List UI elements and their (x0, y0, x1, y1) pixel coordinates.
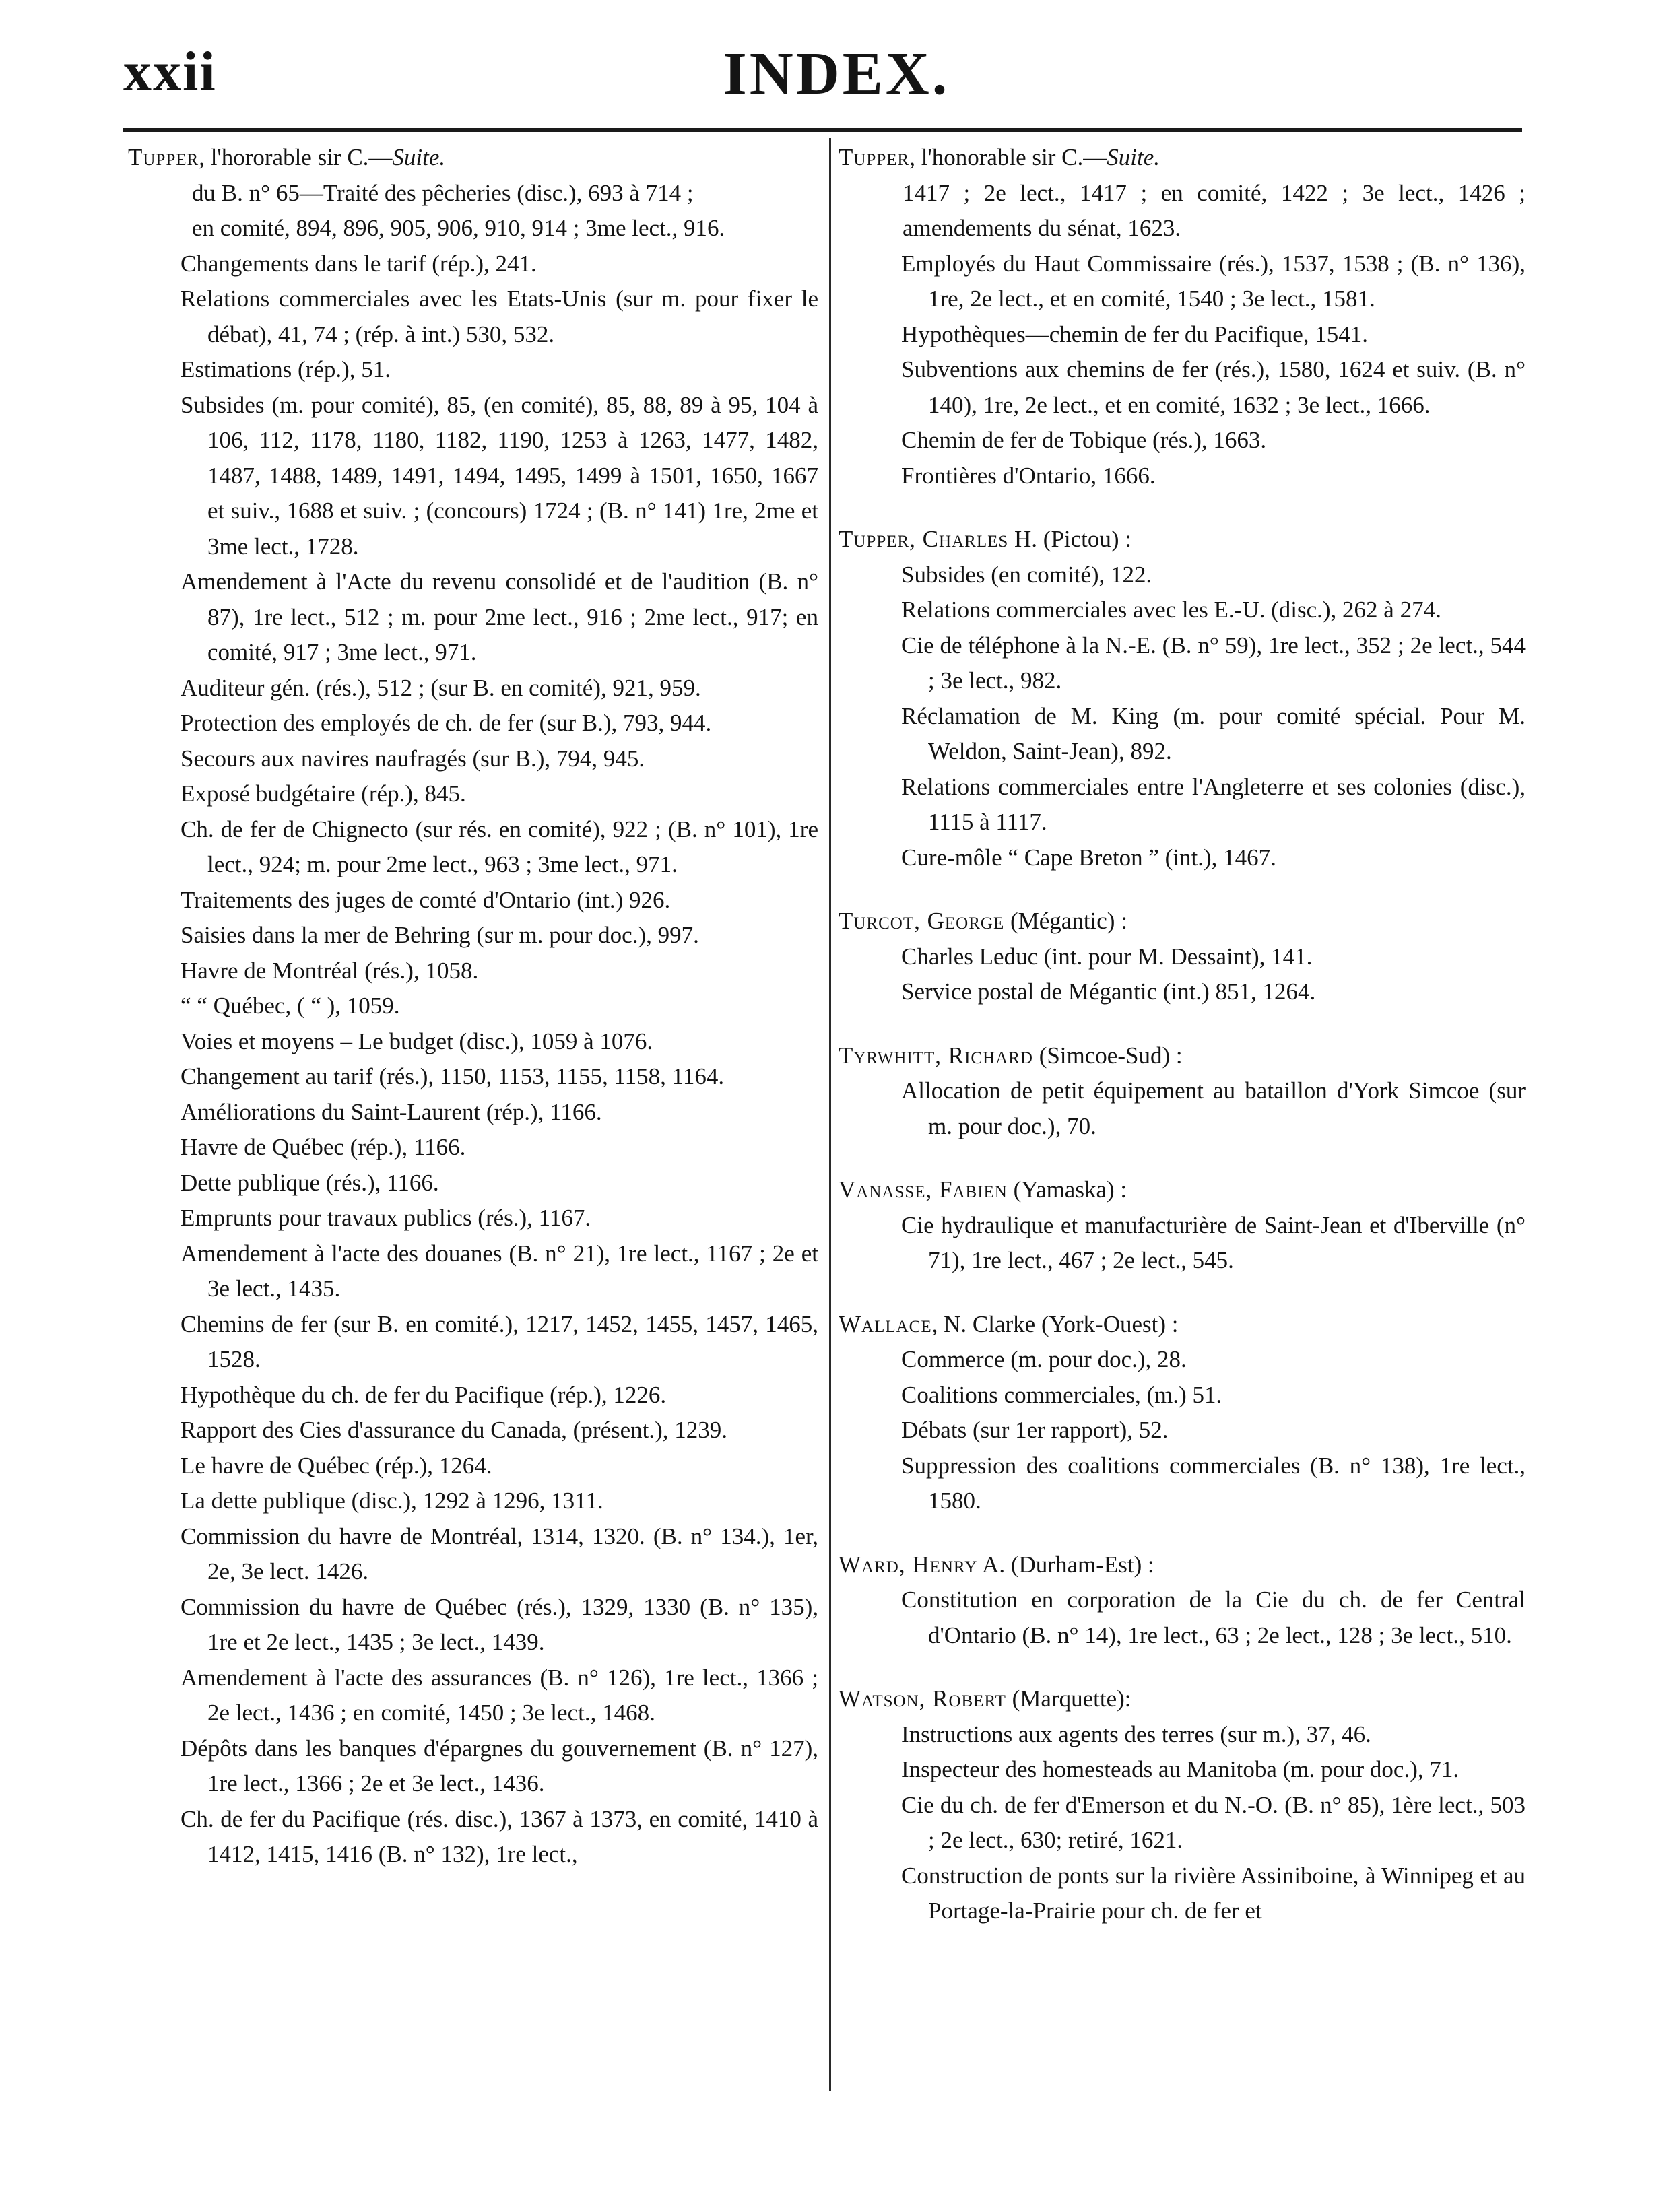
index-item: Relations commerciales avec les E.-U. (disc.), 262 à 274. (901, 597, 1441, 623)
index-item: Ch. de fer de Chignecto (sur rés. en comité), 922 ; (B. n° 101), 1re lect., 924; m. pour 2me lect., 963 ; 3me lect., 971. (181, 815, 818, 877)
entry-surname: Tupper (839, 144, 910, 170)
entry-heading (839, 140, 1526, 176)
index-entry (839, 904, 1526, 1010)
entry-qualifier: , N. Clarke (York-Ouest) : (931, 1310, 1179, 1337)
index-item: Commerce (m. pour doc.), 28. (901, 1346, 1187, 1372)
index-item: Relations commerciales avec les Etats-Unis (sur m. pour fixer le débat), 41, 74 ; (rép. à int.) 530, 532. (181, 286, 818, 347)
index-entry (839, 140, 1526, 494)
index-item: Coalitions commerciales, (m.) 51. (901, 1381, 1222, 1408)
page-title: INDEX. (723, 40, 950, 107)
index-item: Employés du Haut Commissaire (rés.), 1537, 1538 ; (B. n° 136), 1re, 2e lect., et en comité, 1540 ; 3e lect., 1581. (901, 250, 1526, 312)
entry-qualifier: (Yamaska) : (1007, 1176, 1127, 1203)
index-item: Frontières d'Ontario, 1666. (901, 462, 1156, 489)
index-item: Cie de téléphone à la N.-E. (B. n° 59), 1re lect., 352 ; 2e lect., 544 ; 3e lect., 982. (901, 632, 1526, 694)
entry-qualifier: A. (Durham-Est) : (977, 1551, 1154, 1578)
index-item: Dépôts dans les banques d'épargnes du gouvernement (B. n° 127), 1re lect., 1366 ; 2e et 3e lect., 1436. (181, 1735, 818, 1797)
index-item: Exposé budgétaire (rép.), 845. (181, 780, 466, 807)
entry-heading (839, 522, 1526, 558)
index-item: Débats (sur 1er rapport), 52. (901, 1417, 1169, 1443)
entry-surname: Tupper (128, 144, 199, 170)
index-item: Changement au tarif (rés.), 1150, 1153, 1155, 1158, 1164. (181, 1063, 725, 1090)
index-item: Changements dans le tarif (rép.), 241. (181, 250, 537, 277)
entry-heading (839, 904, 1526, 939)
index-item: Instructions aux agents des terres (sur m.), 37, 46. (901, 1720, 1371, 1747)
header-rule (123, 128, 1522, 132)
index-item: Hypothèque du ch. de fer du Pacifique (rép.), 1226. (181, 1381, 667, 1408)
index-item: Emprunts pour travaux publics (rés.), 1167. (181, 1205, 591, 1231)
index-entry (839, 522, 1526, 875)
index-item: Réclamation de M. King (m. pour comité spécial. Pour M. Weldon, Saint-Jean), 892. (901, 702, 1526, 764)
index-item: Commission du havre de Montréal, 1314, 1320. (B. n° 134.), 1er, 2e, 3e lect. 1426. (181, 1522, 818, 1584)
index-entry (839, 1547, 1526, 1654)
entry-suite: Suite. (1107, 144, 1160, 170)
index-item: Allocation de petit équipement au bataillon d'York Simcoe (sur m. pour doc.), 70. (901, 1077, 1526, 1139)
index-item: Relations commerciales entre l'Angleterre et ses colonies (disc.), 1115 à 1117. (901, 773, 1526, 835)
index-item: Subsides (m. pour comité), 85, (en comité), 85, 88, 89 à 95, 104 à 106, 112, 1178, 1180, 1182, 1190, 1253 à 1263, 1477, 1482, 1487, 1488, 1489, 1491, 1494, 1495, 1499 à 1501, 1650, 1667 et suiv., 1688 et suiv. ; (concours) 1724 ; (B. n° 141) 1re, 2me et 3me lect., 1728. (181, 391, 818, 560)
column-divider (829, 138, 831, 2091)
index-item: Amendement à l'Acte du revenu consolidé et de l'audition (B. n° 87), 1re lect., 512 ; m. pour 2me lect., 916 ; 2me lect., 917; en comité, 917 ; 3me lect., 971. (181, 568, 818, 665)
index-entry (839, 1681, 1526, 1929)
entry-surname: Ward, Henry (839, 1551, 978, 1578)
index-item: Saisies dans la mer de Behring (sur m. pour doc.), 997. (181, 922, 699, 948)
index-item: Havre de Montréal (rés.), 1058. (181, 957, 479, 984)
index-entry (839, 1172, 1526, 1279)
index-item: Protection des employés de ch. de fer (sur B.), 793, 944. (181, 710, 712, 736)
index-item: Améliorations du Saint-Laurent (rép.), 1166. (181, 1098, 602, 1125)
index-item: Subventions aux chemins de fer (rés.), 1580, 1624 et suiv. (B. n° 140), 1re, 2e lect., et en comité, 1632 ; 3e lect., 1666. (901, 356, 1526, 418)
entry-surname: Wallace (839, 1310, 932, 1337)
index-item: Suppression des coalitions commerciales (B. n° 138), 1re lect., 1580. (901, 1452, 1526, 1514)
entry-heading (839, 1172, 1526, 1208)
entry-surname: Vanasse, Fabien (839, 1176, 1008, 1203)
entry-qualifier: H. (Pictou) : (1008, 526, 1132, 552)
index-item: Auditeur gén. (rés.), 512 ; (sur B. en comité), 921, 959. (181, 674, 701, 701)
index-entry (839, 1038, 1526, 1145)
index-item: Inspecteur des homesteads au Manitoba (m. pour doc.), 71. (901, 1756, 1459, 1782)
index-item: “ “ Québec, ( “ ), 1059. (181, 993, 400, 1019)
entry-surname: Tupper, Charles (839, 526, 1009, 552)
left-item-list (128, 246, 818, 1873)
entry-heading (839, 1038, 1526, 1074)
entry-heading (128, 140, 818, 176)
index-item: Subsides (en comité), 122. (901, 561, 1152, 588)
entry-qualifier: , l'honorable sir C.— (909, 144, 1107, 170)
index-item: Secours aux navires naufragés (sur B.), 794, 945. (181, 745, 645, 772)
index-item: Estimations (rép.), 51. (181, 356, 391, 382)
index-item: Dette publique (rés.), 1166. (181, 1169, 439, 1196)
continuation-line: 1417 ; 2e lect., 1417 ; en comité, 1422 ; 3e lect., 1426 ; amendements du sénat, 1623. (903, 179, 1526, 241)
entry-continuation (128, 176, 818, 246)
left-column (128, 140, 818, 1873)
index-item: Chemins de fer (sur B. en comité.), 1217, 1452, 1455, 1457, 1465, 1528. (181, 1310, 818, 1372)
index-item: Charles Leduc (int. pour M. Dessaint), 141. (901, 943, 1313, 970)
index-item: Voies et moyens – Le budget (disc.), 1059 à 1076. (181, 1028, 653, 1054)
index-item: Construction de ponts sur la rivière Assiniboine, à Winnipeg et au Portage-la-Prairie pour ch. de fer et (901, 1862, 1526, 1924)
index-entry (839, 1307, 1526, 1519)
entry-surname: Turcot, George (839, 908, 1005, 934)
entry-qualifier: (Marquette): (1006, 1685, 1131, 1712)
entry-heading (839, 1547, 1526, 1583)
index-item: Cure-môle “ Cape Breton ” (int.), 1467. (901, 844, 1276, 871)
continuation-line: du B. n° 65—Traité des pêcheries (disc.), 693 à 714 ; (192, 179, 694, 206)
entry-suite: Suite. (392, 144, 446, 170)
index-item: Constitution en corporation de la Cie du ch. de fer Central d'Ontario (B. n° 14), 1re lect., 63 ; 2e lect., 128 ; 3e lect., 510. (901, 1586, 1526, 1648)
index-item: Commission du havre de Québec (rés.), 1329, 1330 (B. n° 135), 1re et 2e lect., 1435 ; 3e lect., 1439. (181, 1593, 818, 1655)
index-item: Le havre de Québec (rép.), 1264. (181, 1452, 492, 1479)
entry-heading (839, 1681, 1526, 1717)
entry-qualifier: (Simcoe-Sud) : (1032, 1042, 1183, 1069)
entry-surname: Tyrwhitt, Richard (839, 1042, 1033, 1069)
right-column (839, 140, 1526, 1957)
page-number: xxii (123, 40, 217, 103)
index-item: Rapport des Cies d'assurance du Canada, (présent.), 1239. (181, 1417, 728, 1443)
index-item: Service postal de Mégantic (int.) 851, 1264. (901, 978, 1316, 1005)
index-item: Ch. de fer du Pacifique (rés. disc.), 1367 à 1373, en comité, 1410 à 1412, 1415, 1416 (B. n° 132), 1re lect., (181, 1805, 818, 1867)
index-item: Amendement à l'acte des assurances (B. n° 126), 1re lect., 1366 ; 2e lect., 1436 ; en comité, 1450 ; 3e lect., 1468. (181, 1664, 818, 1726)
index-item: Hypothèques—chemin de fer du Pacifique, 1541. (901, 321, 1369, 347)
entry-surname: Watson, Robert (839, 1685, 1006, 1712)
index-item: Chemin de fer de Tobique (rés.), 1663. (901, 427, 1267, 453)
entry-heading (839, 1307, 1526, 1343)
entry-qualifier: (Mégantic) : (1004, 908, 1127, 934)
continuation-line: en comité, 894, 896, 905, 906, 910, 914 ; 3me lect., 916. (192, 215, 725, 241)
index-item: La dette publique (disc.), 1292 à 1296, 1311. (181, 1487, 603, 1514)
index-item: Cie hydraulique et manufacturière de Saint-Jean et d'Iberville (n° 71), 1re lect., 467 ; 2e lect., 545. (901, 1211, 1526, 1273)
entry-qualifier: , l'hororable sir C.— (199, 144, 393, 170)
index-item: Amendement à l'acte des douanes (B. n° 21), 1re lect., 1167 ; 2e et 3e lect., 1435. (181, 1240, 818, 1302)
index-item: Traitements des juges de comté d'Ontario (int.) 926. (181, 886, 671, 913)
index-item: Cie du ch. de fer d'Emerson et du N.-O. (B. n° 85), 1ère lect., 503 ; 2e lect., 630; retiré, 1621. (901, 1791, 1526, 1853)
index-item: Havre de Québec (rép.), 1166. (181, 1134, 466, 1160)
